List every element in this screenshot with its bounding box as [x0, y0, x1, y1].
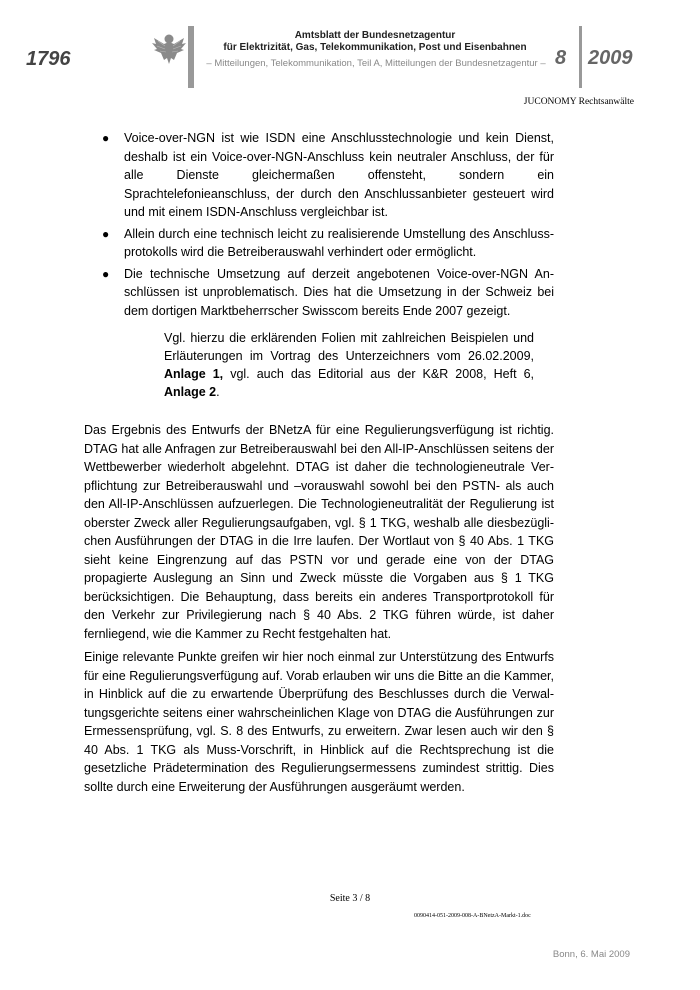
issue-number: 8	[555, 47, 567, 69]
bullet-icon: ●	[102, 226, 110, 241]
bullet-item	[100, 129, 554, 222]
bullet-text: Allein durch eine technisch leicht zu realisierende Umstellung des Anschlussprotokolls wird die Betreiberauswahl verhindert oder ermöglicht.	[124, 226, 554, 259]
note-text: vgl. auch das Editorial aus der K&R 2008, Heft 6,	[223, 367, 535, 381]
bullet-text: Voice-over-NGN ist wie ISDN eine Anschlusstechnologie und kein Dienst, deshalb ist ein Voice-over-NGN-Anschluss kein neutraler Anschluss, der für alle Dienste gleichermaßen offensteht, sondern ein Sprachtelefonieanschluss, der durch den Anschlussanbieter gesteuert wird und mit einem ISDN-Anschluss vergleichbar ist.	[124, 131, 554, 219]
gazette-title-line2: für Elektrizität, Gas, Telekommunikation, Post und Eisenbahnen	[223, 42, 527, 53]
page-number: 1796	[26, 48, 71, 70]
bullet-list	[100, 129, 554, 323]
page-count: Seite 3 / 8	[329, 893, 371, 904]
bullet-item	[100, 265, 554, 321]
body-paragraph: Das Ergebnis des Entwurfs der BNetzA für eine Regulierungsverfügung ist richtig. DTAG hat alle Anfragen zur Betreiberauswahl bei den All-IP-Anschlüssen seitens der Wettbewerber wiederholt abgelehnt. DTAG ist daher die technologieneutrale Verpflichtung zur Betreiberauswahl und –vorauswahl sowohl bei den PSTN- als auch den All-IP-Anschlüssen aufzuerlegen. Die Technologieneutralität der Regulierung ist oberster Zweck aller Regulierungsaufgaben, vgl. § 1 TKG, weshalb alle diesbezüglichen Ausführungen der DTAG in die Irre laufen. Der Wortlaut von § 40 Abs. 1 TKG sieht keine Eingrenzung auf das PSTN vor und gerade eine von der DTAG propagierte Auslegung an Sinn und Zweck müsste die Vorgaben aus § 1 TKG berücksichtigen. Die Behauptung, dass bereits ein anderes Transportprotokoll für den Verkehr zur Privilegierung nach § 40 Abs. 2 TKG führen würde, ist daher fernliegend, wie die Kammer zu Recht festgehalten hat.	[84, 423, 554, 641]
header-divider	[188, 26, 194, 88]
gazette-subtitle: – Mitteilungen, Telekommunikation, Teil A, Mitteilungen der Bundesnetzagentur –	[206, 58, 546, 69]
issue-year: 2009	[588, 47, 633, 69]
gazette-title	[210, 30, 540, 54]
reference-note	[164, 329, 534, 401]
firm-name: JUCONOMY Rechtsanwälte	[523, 97, 634, 107]
body-paragraph: Einige relevante Punkte greifen wir hier noch einmal zur Unterstützung des Entwurfs für eine Regulierungsverfügung auf. Vorab erlauben wir uns die Bitte an die Kammer, in Hinblick auf die zu erwartende Überprüfung des Beschlusses durch die Verwaltungsgerichte seitens einer wahrscheinlichen Klage von DTAG die Ausführungen zur Ermessensprüfung, vgl. S. 8 des Entwurfs, zu erweitern. Zwar lesen auch wir den § 40 Abs. 1 TKG als Muss-Vorschrift, in Hinblick auf die Rechtsprechung ist die gesetzliche Prädetermination des Regulierungsermessens zumindest strittig. Dies sollte durch eine Erweiterung der Ausführungen ausgeräumt werden.	[84, 650, 554, 794]
bullet-icon: ●	[102, 266, 110, 281]
issue-date: Bonn, 6. Mai 2009	[552, 949, 630, 960]
federal-eagle-icon	[150, 30, 188, 66]
document-reference: 0090414-051-2009-008-A-BNetzA-Markt-1.doc	[414, 913, 531, 919]
bullet-item	[100, 225, 554, 262]
annex-2-reference: Anlage 2	[164, 385, 217, 399]
note-text: .	[216, 385, 220, 399]
issue-divider	[579, 26, 582, 88]
bullet-text: Die technische Umsetzung auf derzeit angebotenen Voice-over-NGN Anschlüssen ist unproblematisch. Dies hat die Umsetzung in der Schweiz bei dem dortigen Marktbeherrscher Swisscom bereits Ende 2007 gezeigt.	[124, 266, 554, 318]
annex-1-reference: Anlage 1,	[164, 367, 224, 381]
gazette-title-line1: Amtsblatt der Bundesnetzagentur	[294, 30, 456, 41]
bullet-icon: ●	[102, 131, 110, 145]
note-text: Vgl. hierzu die erklärenden Folien mit zahlreichen Beispielen und Erläuterungen im Vortrag des Unterzeichners vom 26.02.2009,	[164, 331, 534, 363]
